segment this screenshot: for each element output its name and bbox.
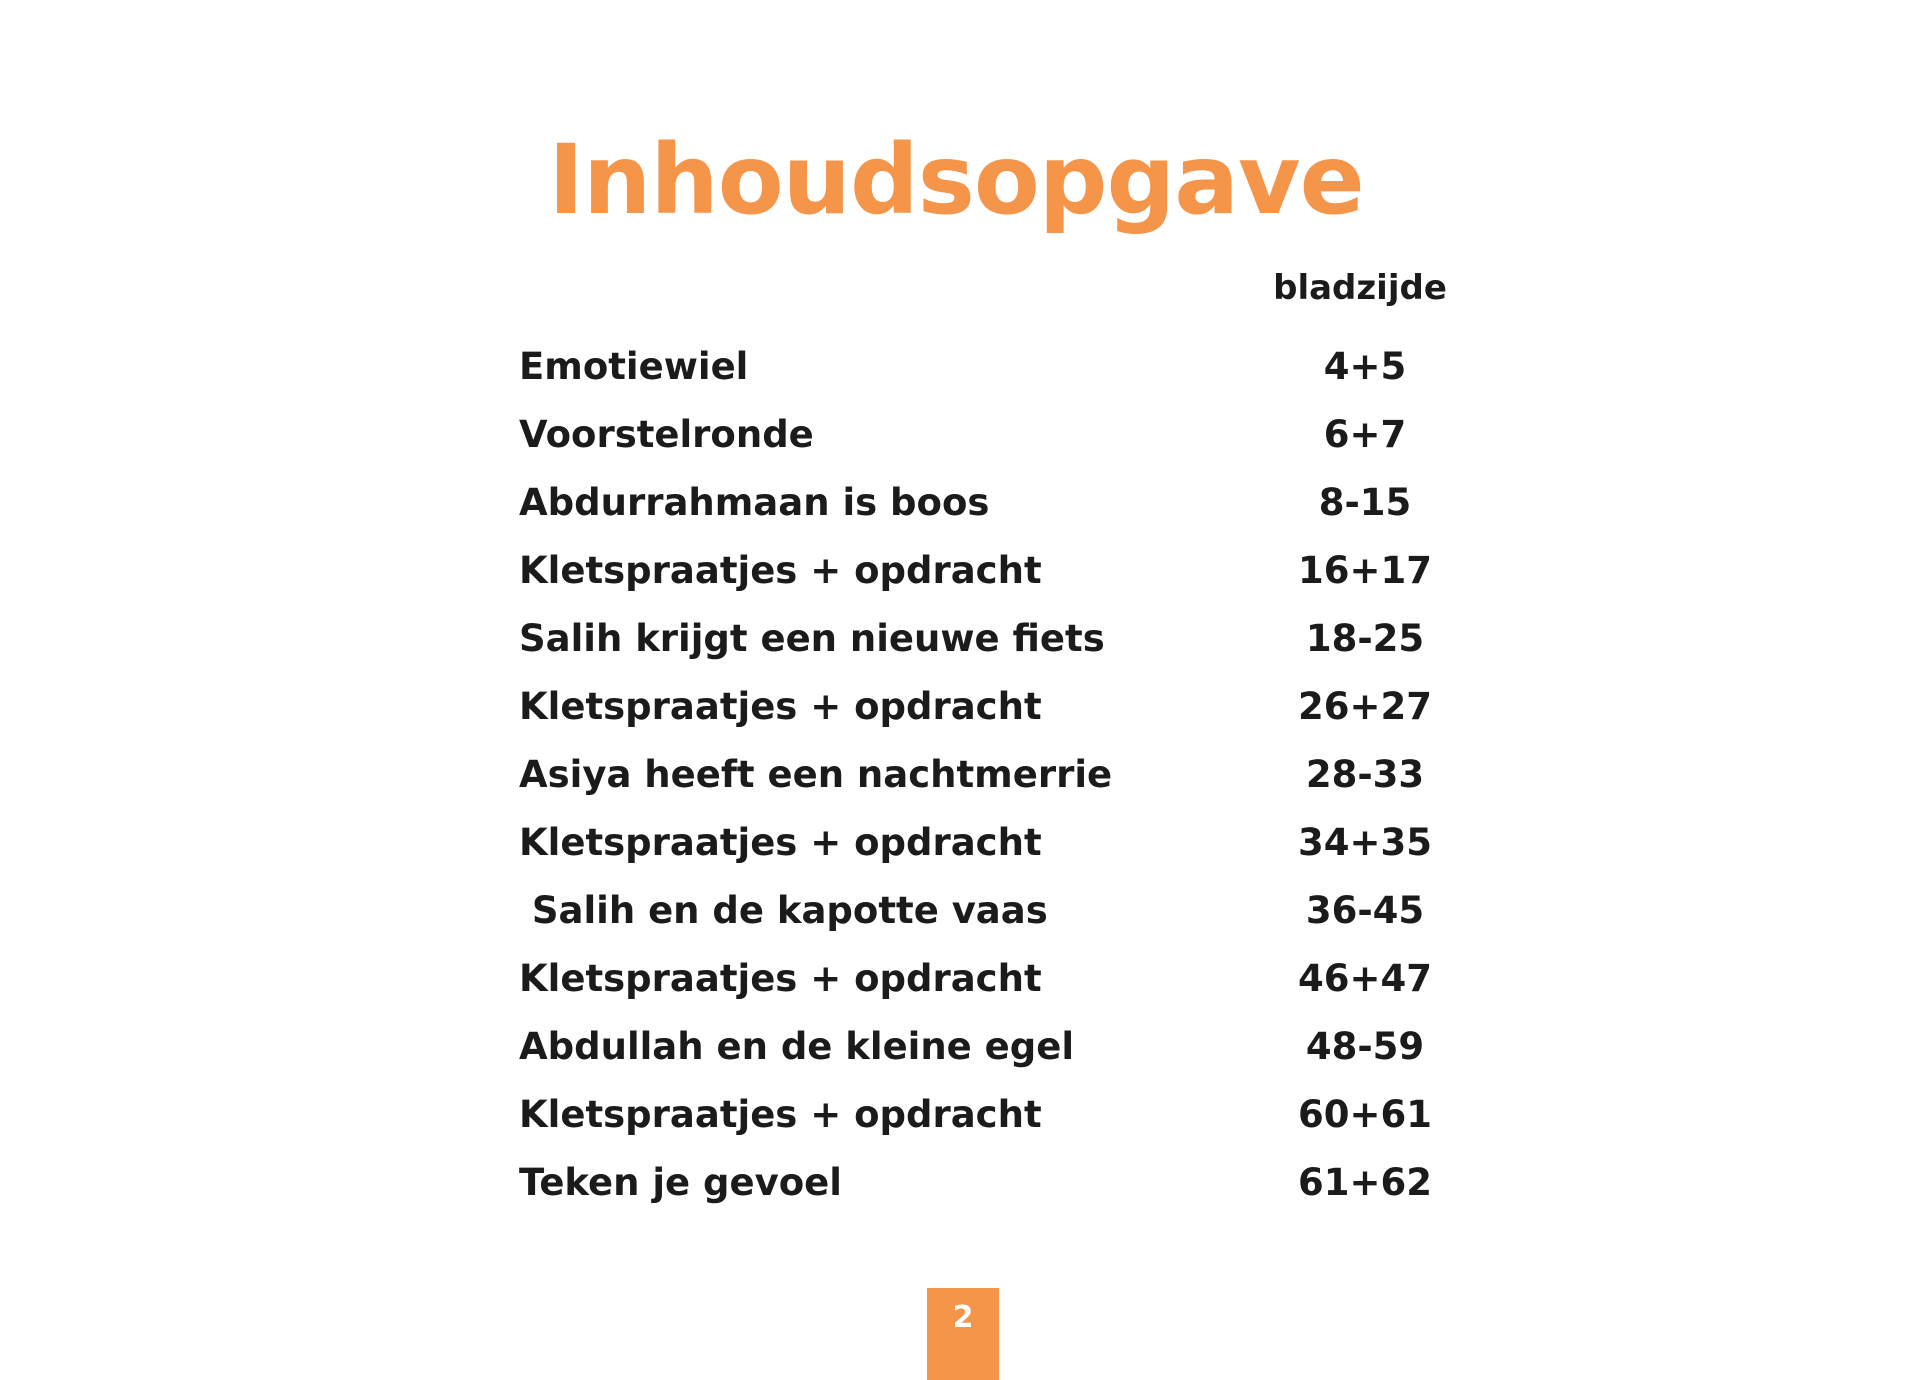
toc-row <box>0 678 1912 746</box>
page-title: Inhoudsopgave <box>548 124 1364 236</box>
toc-entry-title: Abdurrahmaan is boos <box>519 481 990 524</box>
toc-entry-title: Salih krijgt een nieuwe fiets <box>519 617 1105 660</box>
toc-row <box>0 338 1912 406</box>
toc-entry-title: Kletspraatjes + opdracht <box>519 957 1042 1000</box>
toc-row <box>0 1154 1912 1222</box>
toc-entry-pages: 46+47 <box>1298 957 1432 1000</box>
toc-entry-title: Kletspraatjes + opdracht <box>519 549 1042 592</box>
toc-entry-pages: 48-59 <box>1305 1025 1425 1068</box>
page-number-badge: 2 <box>927 1288 999 1380</box>
toc-entry-pages: 18-25 <box>1305 617 1425 660</box>
toc-entry-title: Asiya heeft een nachtmerrie <box>519 753 1113 796</box>
toc-entry-title: Emotiewiel <box>519 345 749 388</box>
toc-entry-title: Salih en de kapotte vaas <box>519 889 1048 932</box>
toc-entry-pages: 8-15 <box>1318 481 1412 524</box>
toc-entry-title: Teken je gevoel <box>519 1161 842 1204</box>
toc-entry-pages: 28-33 <box>1305 753 1425 796</box>
toc-entry-title: Kletspraatjes + opdracht <box>519 1093 1042 1136</box>
toc-entry-pages: 4+5 <box>1323 345 1407 388</box>
toc-entry-title: Abdullah en de kleine egel <box>519 1025 1075 1068</box>
toc-row <box>0 1018 1912 1086</box>
toc-entry-pages: 34+35 <box>1298 821 1432 864</box>
toc-entry-pages: 60+61 <box>1298 1093 1432 1136</box>
toc-entry-pages: 61+62 <box>1298 1161 1432 1204</box>
toc-row <box>0 610 1912 678</box>
toc-row <box>0 950 1912 1018</box>
toc-row <box>0 882 1912 950</box>
toc-entry-pages: 36-45 <box>1305 889 1425 932</box>
toc-row <box>0 474 1912 542</box>
toc-entry-pages: 26+27 <box>1298 685 1432 728</box>
toc-entry-title: Voorstelronde <box>519 413 814 456</box>
toc-entry-title: Kletspraatjes + opdracht <box>519 685 1042 728</box>
toc-row <box>0 1086 1912 1154</box>
toc-entry-pages: 16+17 <box>1298 549 1432 592</box>
toc-row <box>0 406 1912 474</box>
toc-entry-title: Kletspraatjes + opdracht <box>519 821 1042 864</box>
toc-row <box>0 746 1912 814</box>
toc-row <box>0 542 1912 610</box>
toc-row <box>0 814 1912 882</box>
page-column-header: bladzijde <box>1273 268 1447 308</box>
toc-entry-pages: 6+7 <box>1323 413 1407 456</box>
